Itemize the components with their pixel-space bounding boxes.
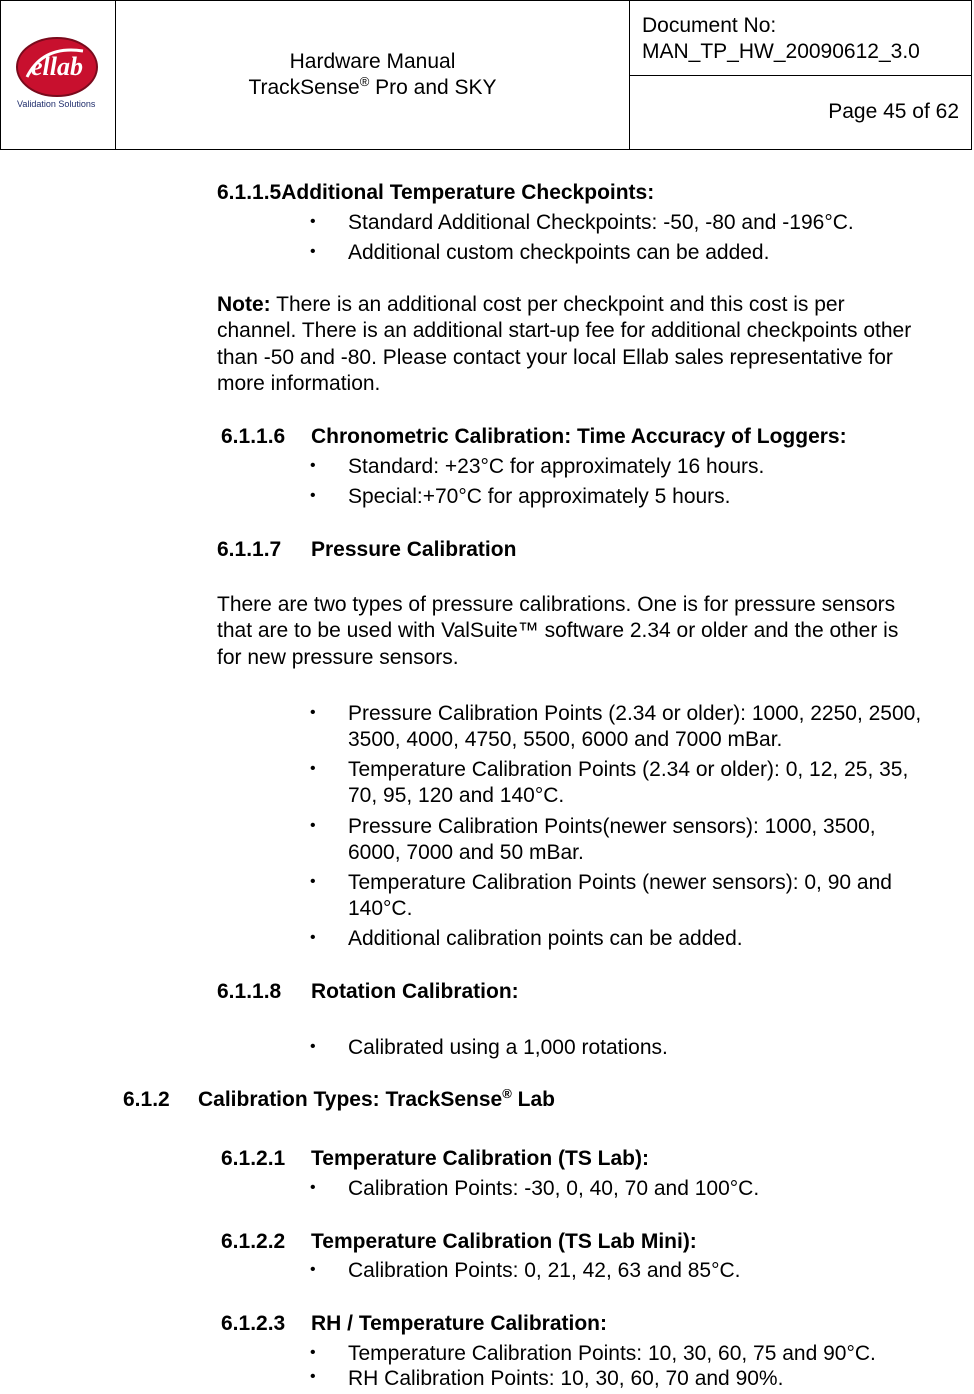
heading-number: 6.1.2.1: [221, 1147, 286, 1170]
heading-number: 6.1.2: [123, 1088, 170, 1111]
document-label: Document No:: [642, 14, 777, 37]
document-number: MAN_TP_HW_20090612_3.0: [642, 40, 920, 63]
note-paragraph: Note: There is an additional cost per checkpoint and this cost is per channel. There is an additional start-up fee for additional checkpoints other than -50 and -80. Please contact your local Ellab sales representative for more information.: [217, 293, 912, 395]
manual-title: [116, 1, 630, 149]
list-item-cont: 6000, 7000 and 50 mBar.: [348, 841, 584, 864]
list-item: Temperature Calibration Points (newer sensors): 0, 90 and: [348, 871, 892, 894]
title-line-2: TrackSense® Pro and SKY: [248, 74, 497, 99]
heading-number: 6.1.2.2: [221, 1230, 286, 1253]
note-label: Note:: [217, 293, 271, 316]
heading-6-1-2-2: Temperature Calibration (TS Lab Mini):: [311, 1230, 697, 1253]
list-item: Calibrated using a 1,000 rotations.: [348, 1036, 668, 1059]
bullet-icon: •: [310, 760, 316, 777]
heading-number: 6.1.1.8: [217, 980, 282, 1003]
list-item-cont: 3500, 4000, 4750, 5500, 6000 and 7000 mBar.: [348, 728, 783, 751]
bullet-icon: •: [310, 1261, 316, 1278]
pressure-paragraph: There are two types of pressure calibrations. One is for pressure sensors that are to be used with ValSuite™ software 2.34 or older and the other is for new pressure sensors.: [217, 593, 899, 669]
list-item: Additional custom checkpoints can be added.: [348, 241, 770, 264]
bullet-icon: •: [310, 1344, 316, 1361]
list-item: Additional calibration points can be added.: [348, 927, 743, 950]
bullet-icon: •: [310, 243, 316, 260]
heading-6-1-2-1: Temperature Calibration (TS Lab):: [311, 1147, 649, 1170]
list-item: Temperature Calibration Points (2.34 or older): 0, 12, 25, 35,: [348, 758, 909, 781]
bullet-icon: •: [310, 487, 316, 504]
heading-6-1-2: Calibration Types: TrackSense® Lab: [198, 1086, 555, 1111]
heading-number: 6.1.2.3: [221, 1312, 286, 1335]
bullet-icon: •: [310, 929, 316, 946]
logo-tagline: Validation Solutions: [17, 99, 96, 109]
list-item: Calibration Points: -30, 0, 40, 70 and 100°C.: [348, 1177, 760, 1200]
list-item: Special:+70°C for approximately 5 hours.: [348, 485, 731, 508]
heading-6-1-2-3: RH / Temperature Calibration:: [311, 1312, 607, 1335]
document-number-cell: [630, 1, 971, 76]
list-item: Pressure Calibration Points(newer sensors): 1000, 3500,: [348, 815, 876, 838]
list-item: Calibration Points: 0, 21, 42, 63 and 85°C.: [348, 1259, 741, 1282]
bullet-icon: •: [310, 1368, 316, 1385]
list-item: Standard Additional Checkpoints: -50, -80 and -196°C.: [348, 211, 854, 234]
heading-number: 6.1.1.7: [217, 538, 282, 561]
bullet-icon: •: [310, 873, 316, 890]
list-item-cont: 140°C.: [348, 897, 413, 920]
list-item: Temperature Calibration Points: 10, 30, 60, 75 and 90°C.: [348, 1342, 876, 1365]
heading-6-1-1-6: Chronometric Calibration: Time Accuracy of Loggers:: [311, 425, 847, 448]
bullet-icon: •: [310, 817, 316, 834]
list-item: RH Calibration Points: 10, 30, 60, 70 and 90%.: [348, 1367, 784, 1390]
document-header: [0, 0, 972, 150]
logo-cell: [1, 1, 116, 149]
list-item: Standard: +23°C for approximately 16 hours.: [348, 455, 765, 478]
title-line-1: Hardware Manual: [289, 50, 456, 73]
heading-6-1-1-8: Rotation Calibration:: [311, 980, 519, 1003]
heading-6-1-1-5: 6.1.1.5Additional Temperature Checkpoints:: [217, 181, 655, 204]
heading-number: 6.1.1.6: [221, 425, 286, 448]
bullet-icon: •: [310, 704, 316, 721]
heading-6-1-1-7: Pressure Calibration: [311, 538, 517, 561]
page-number: Page 45 of 62: [828, 100, 959, 123]
list-item-cont: 70, 95, 120 and 140°C.: [348, 784, 565, 807]
bullet-icon: •: [310, 1038, 316, 1055]
bullet-icon: •: [310, 457, 316, 474]
bullet-icon: •: [310, 213, 316, 230]
logo-wordmark: ellab: [31, 52, 83, 81]
bullet-icon: •: [310, 1179, 316, 1196]
list-item: Pressure Calibration Points (2.34 or older): 1000, 2250, 2500,: [348, 702, 922, 725]
